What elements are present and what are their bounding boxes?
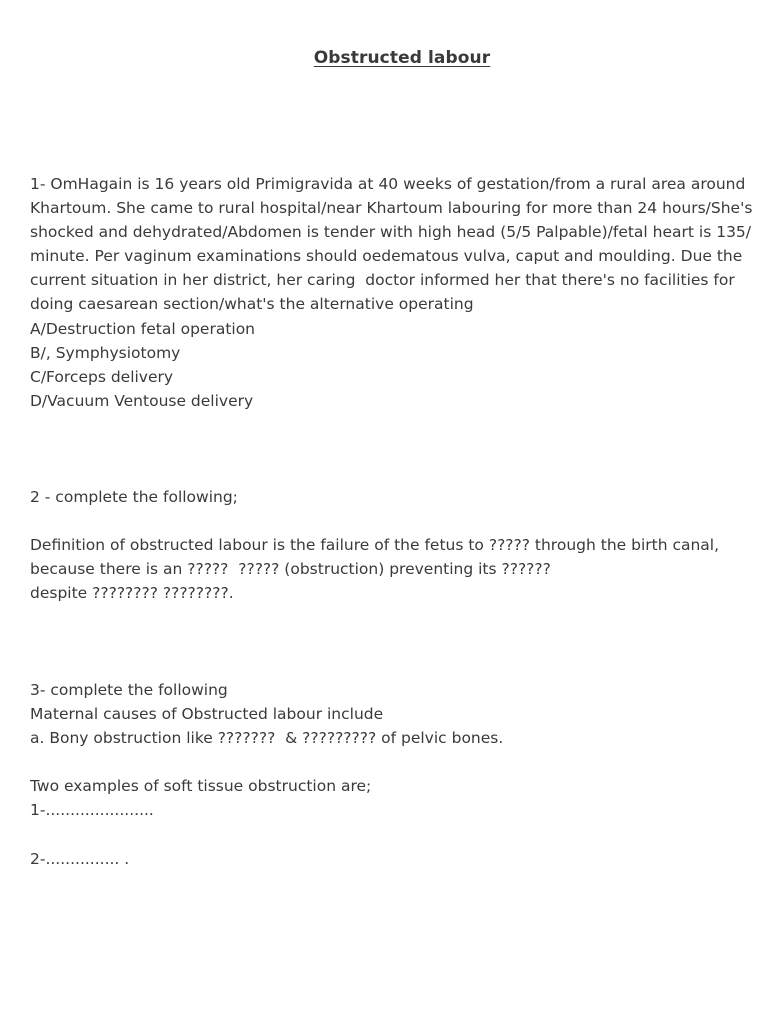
question-2 <box>30 485 742 605</box>
blank-line <box>30 823 742 847</box>
blank-line <box>30 750 742 774</box>
question-1-stem-line: doing caesarean section/what's the alternative operating <box>30 295 474 314</box>
question-3 <box>30 678 742 871</box>
question-1-stem-line: Khartoum. She came to rural hospital/near Khartoum labouring for more than 24 hours/She's <box>30 199 753 218</box>
option-d: D/Vacuum Ventouse delivery <box>30 391 254 410</box>
page-title: Obstructed labour <box>313 48 491 68</box>
option-c: C/Forceps delivery <box>30 367 174 386</box>
question-3-item-a: a. Bony obstruction like ??????? & ????????? of pelvic bones. <box>30 729 504 748</box>
soft-tissue-heading: Two examples of soft tissue obstruction are; <box>30 777 372 796</box>
answer-blank-1: 1-...................... <box>30 801 154 820</box>
question-2-heading: 2 - complete the following; <box>30 488 238 506</box>
option-a: A/Destruction fetal operation <box>30 319 256 338</box>
question-1 <box>30 172 753 413</box>
question-1-stem-line: 1- OmHagain is 16 years old Primigravida at 40 weeks of gestation/from a rural area around <box>30 175 746 193</box>
blank-line <box>30 509 742 533</box>
question-1-stem-line: minute. Per vaginum examinations should oedematous vulva, caput and moulding. Due the <box>30 247 743 266</box>
question-1-stem-line: shocked and dehydrated/Abdomen is tender with high head (5/5 Palpable)/fetal heart is 135/ <box>30 223 752 242</box>
definition-line: Definition of obstructed labour is the failure of the fetus to ????? through the birth canal, <box>30 536 720 555</box>
answer-blank-2: 2-............... . <box>30 849 130 868</box>
question-1-stem-line: current situation in her district, her caring doctor informed her that there's no facilities for <box>30 271 735 290</box>
definition-line: because there is an ????? ????? (obstruction) preventing its ?????? <box>30 560 551 579</box>
definition-line: despite ???????? ????????. <box>30 584 234 603</box>
question-3-heading: 3- complete the following <box>30 681 228 699</box>
question-3-intro: Maternal causes of Obstructed labour include <box>30 705 384 724</box>
option-b: B/, Symphysiotomy <box>30 343 181 362</box>
